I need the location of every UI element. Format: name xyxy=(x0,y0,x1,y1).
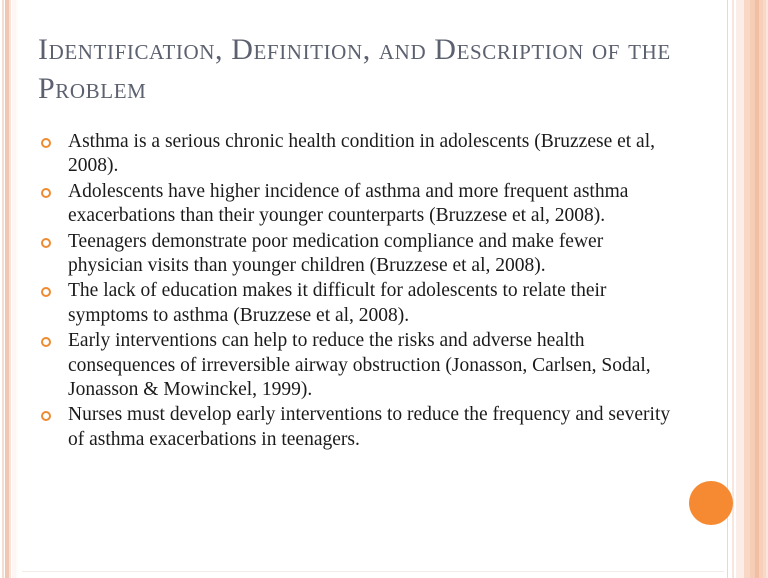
list-item xyxy=(36,130,676,179)
bullet-text: Adolescents have higher incidence of asthma and more frequent asthma exacerbations than their younger counterparts (Bruzzese et al, 2008). xyxy=(68,180,629,227)
stripe-left-3 xyxy=(9,0,11,578)
stripe-left-5 xyxy=(16,0,18,578)
stripe-right-4 xyxy=(744,0,750,578)
bullet-ring-icon xyxy=(41,188,51,198)
stripe-left-4 xyxy=(12,0,16,578)
bottom-divider xyxy=(22,571,724,572)
stripe-right-5 xyxy=(750,0,755,578)
bullet-ring-icon xyxy=(41,411,51,421)
slide-title: Identification, Definition, and Description of the Problem xyxy=(38,33,671,105)
right-edge-stripes xyxy=(726,0,768,578)
stripe-left-2 xyxy=(5,0,9,578)
bullet-text: Asthma is a serious chronic health condition in adolescents (Bruzzese et al, 2008). xyxy=(68,131,655,177)
bullet-ring-icon xyxy=(41,287,51,297)
slide-bullet-list xyxy=(36,130,676,453)
bullet-ring-icon xyxy=(41,138,51,148)
bullet-ring-icon xyxy=(41,238,51,248)
list-item xyxy=(36,279,676,328)
list-item xyxy=(36,403,676,452)
decorative-circle xyxy=(689,481,733,525)
bullet-text: Teenagers demonstrate poor medication compliance and make fewer physician visits than younger children (Bruzzese et al, 2008). xyxy=(68,230,604,277)
stripe-right-3 xyxy=(736,0,744,578)
stripe-right-2 xyxy=(732,0,734,578)
stripe-right-7 xyxy=(759,0,763,578)
stripe-left-1 xyxy=(2,0,4,578)
list-item xyxy=(36,230,676,279)
stripe-right-6 xyxy=(755,0,759,578)
left-edge-stripes xyxy=(0,0,26,578)
stripe-right-8 xyxy=(763,0,766,578)
list-item xyxy=(36,329,676,402)
bullet-ring-icon xyxy=(41,337,51,347)
bullet-text: Nurses must develop early interventions to reduce the frequency and severity of asthma exacerbations in teenagers. xyxy=(68,404,671,450)
bullet-text: The lack of education makes it difficult for adolescents to relate their symptoms to asthma (Bruzzese et al, 2008). xyxy=(68,280,607,326)
list-item xyxy=(36,180,676,229)
bullet-text: Early interventions can help to reduce the risks and adverse health consequences of irreversible airway obstruction (Jonasson, Carlsen, Sodal, Jonasson & Mowinckel, 1999). xyxy=(68,330,651,401)
